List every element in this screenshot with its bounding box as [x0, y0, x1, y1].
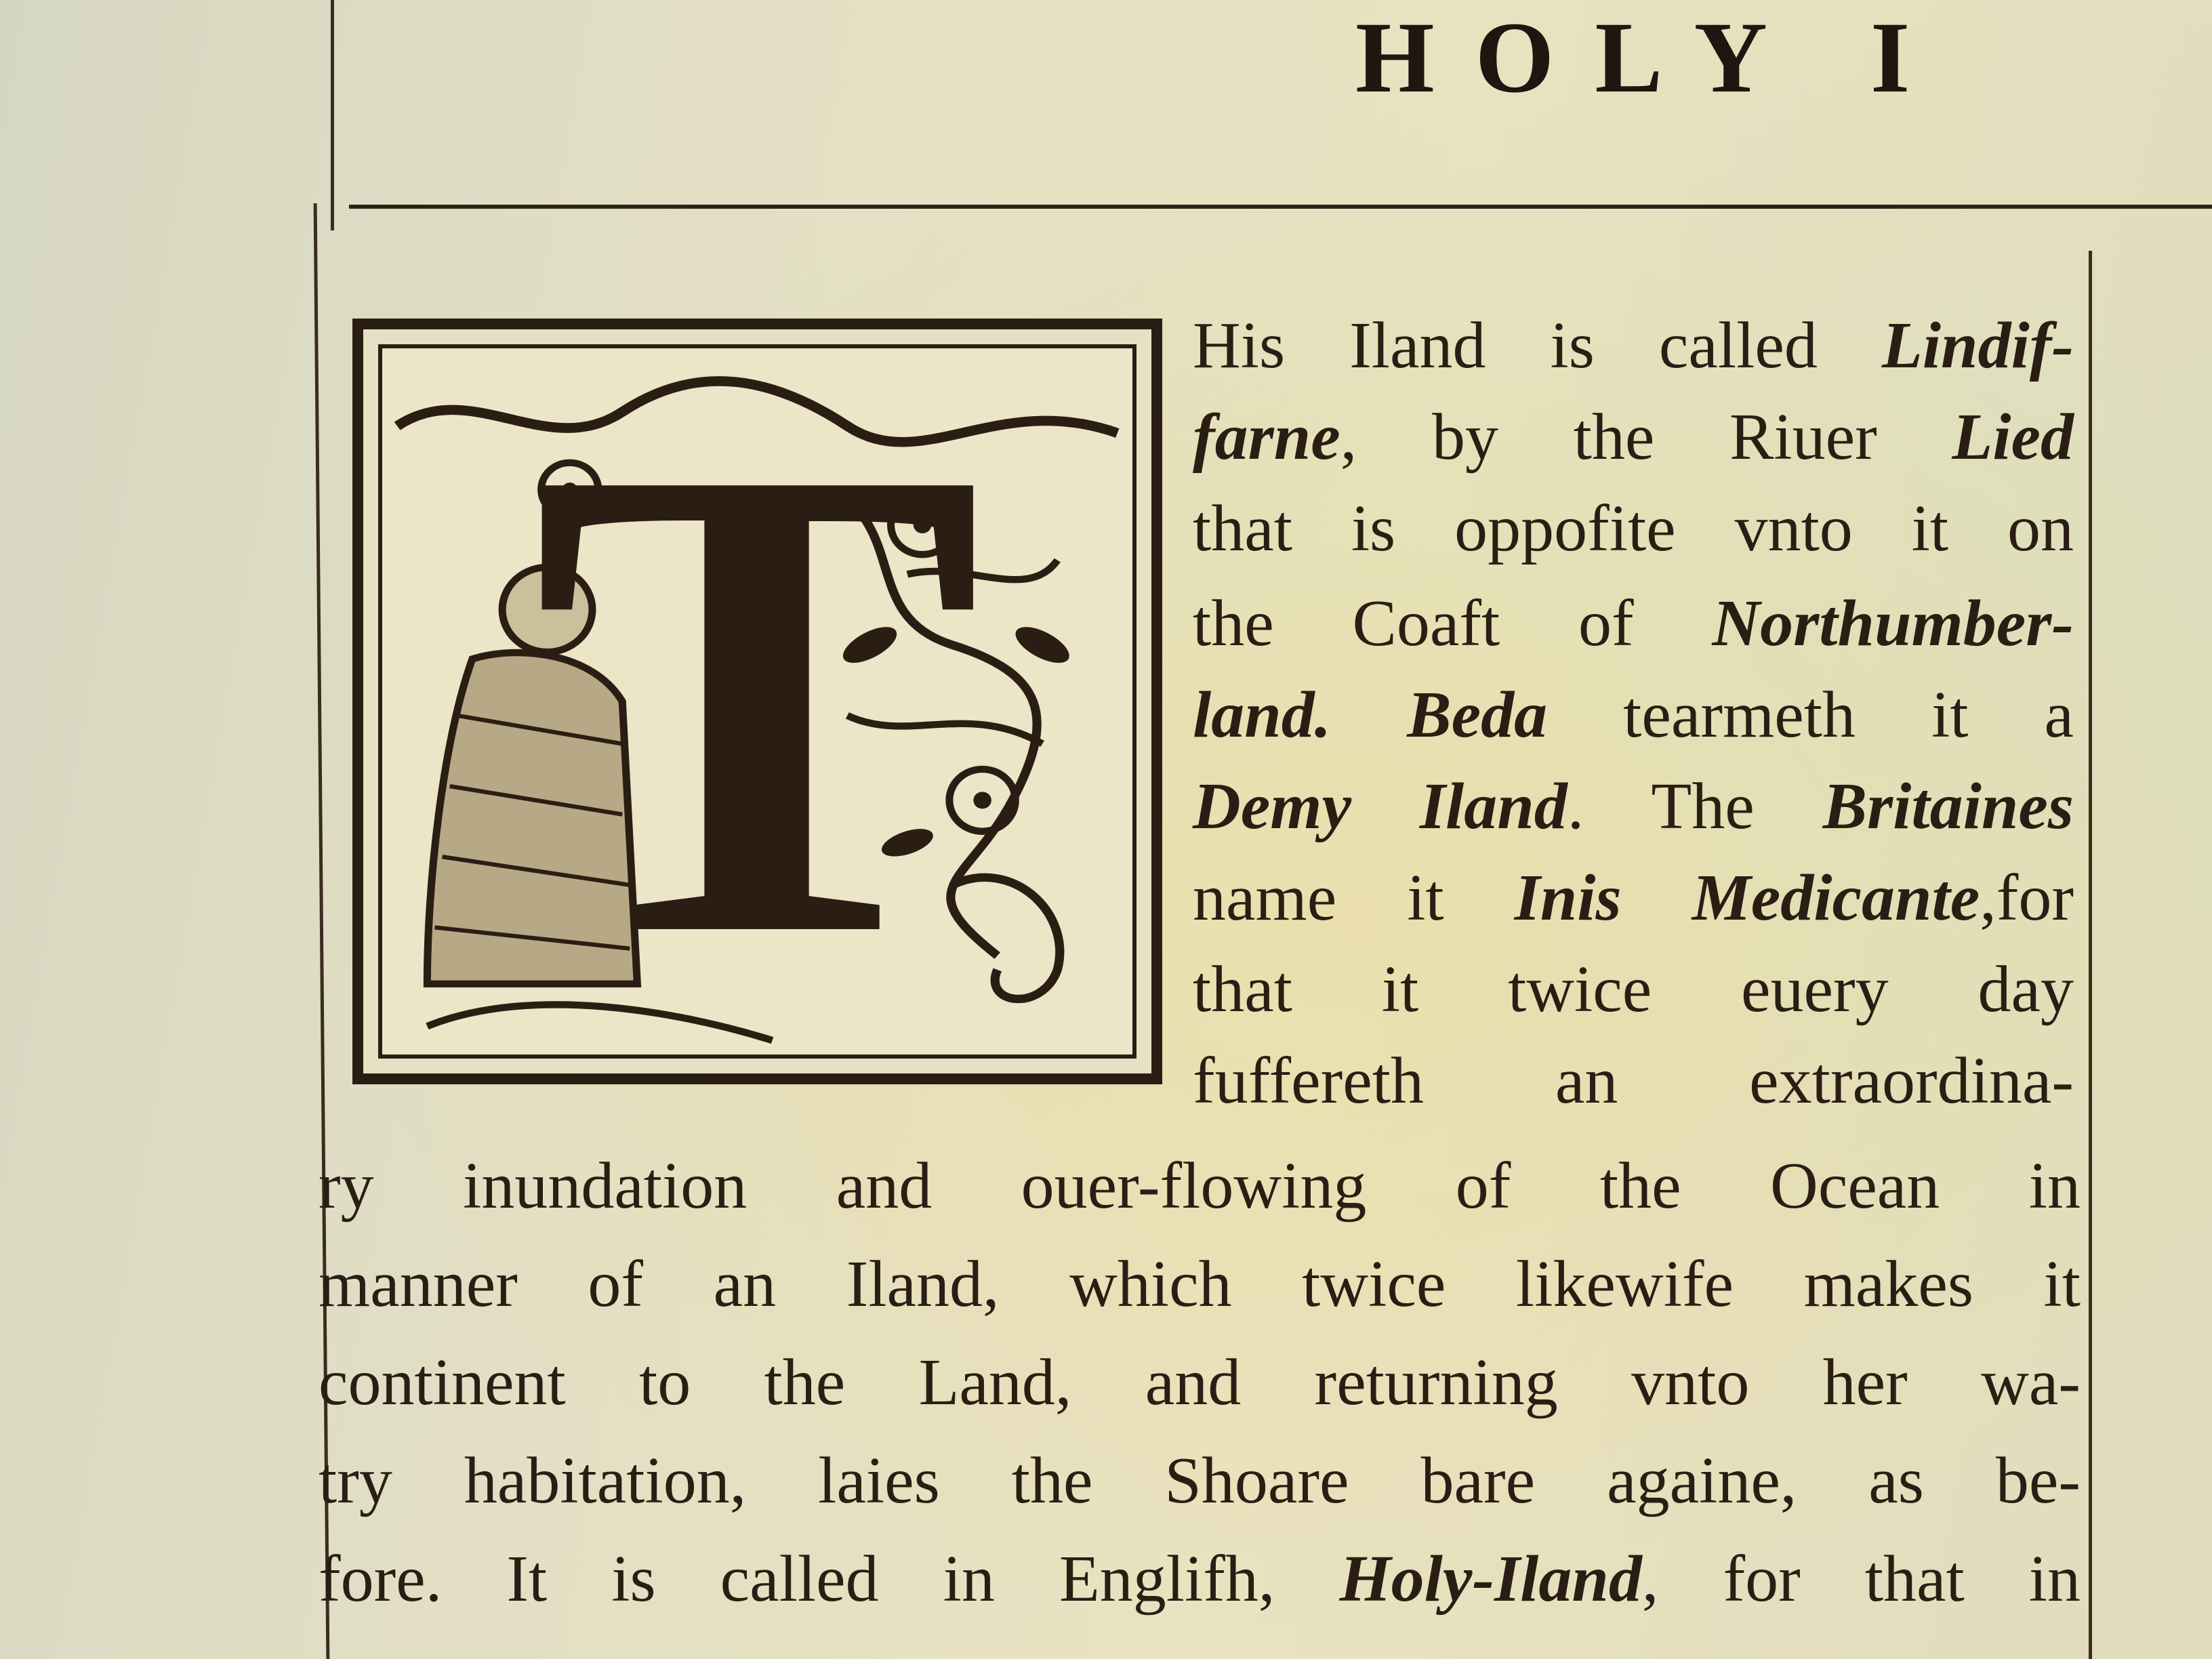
text-line [1193, 766, 2074, 847]
text-line [1193, 857, 2074, 939]
text-run: His Iland is called [1193, 309, 1882, 382]
italic-run: Britaines [1822, 770, 2074, 843]
running-title: HOLY I [1355, 1, 1951, 114]
column-rule-right [2089, 251, 2092, 1659]
text-line [319, 1440, 2081, 1521]
column-rule-left-top [331, 0, 334, 230]
text-line [319, 1342, 2081, 1423]
italic-run: land. Beda [1193, 678, 1548, 752]
text-line [319, 1145, 2081, 1227]
text-run: fore. It is called in Englifh, [319, 1542, 1340, 1616]
text-run: . The [1567, 770, 1823, 843]
text-run: , for that in [1641, 1542, 2081, 1616]
text-run: the Coaft of [1193, 587, 1713, 660]
text-line [1193, 674, 2074, 756]
text-line [319, 1244, 2081, 1325]
text-line [1193, 1040, 2074, 1122]
text-run: ,for [1980, 861, 2074, 935]
text-run: try habitation, laies the Shoare bare againe, as be- [319, 1444, 2081, 1517]
italic-run: Lindif- [1881, 309, 2074, 382]
italic-run: Demy Iland [1193, 770, 1568, 843]
decorated-initial [352, 319, 1162, 1084]
italic-run: Lied [1952, 401, 2074, 474]
text-line [1193, 488, 2074, 569]
text-run: tearmeth it a [1547, 678, 2074, 752]
italic-run: Holy-Iland [1339, 1542, 1642, 1616]
text-run: , by the Riuer [1340, 401, 1952, 474]
italic-run: farne [1193, 401, 1340, 474]
text-line [1193, 949, 2074, 1030]
text-line [1193, 583, 2074, 664]
text-run: ry inundation and ouer-flowing of the Ocean in [319, 1149, 2081, 1223]
text-run: fuffereth an extraordina- [1193, 1044, 2074, 1118]
italic-run: Northumber- [1712, 587, 2074, 660]
initial-letter: T [531, 344, 983, 1059]
text-run: continent to the Land, and returning vnto her wa- [319, 1346, 2081, 1419]
italic-run: Inis Medicante [1514, 861, 1980, 935]
text-line [1193, 396, 2074, 478]
header-rule [349, 205, 2212, 209]
text-run: manner of an Iland, which twice likewife makes it [319, 1248, 2081, 1321]
initial-inner-frame [378, 344, 1136, 1059]
text-line [319, 1538, 2081, 1620]
text-run: name it [1193, 861, 1515, 935]
text-line [1193, 305, 2074, 386]
text-run: that it twice euery day [1193, 953, 2074, 1026]
text-run: that is oppofite vnto it on [1193, 492, 2074, 565]
